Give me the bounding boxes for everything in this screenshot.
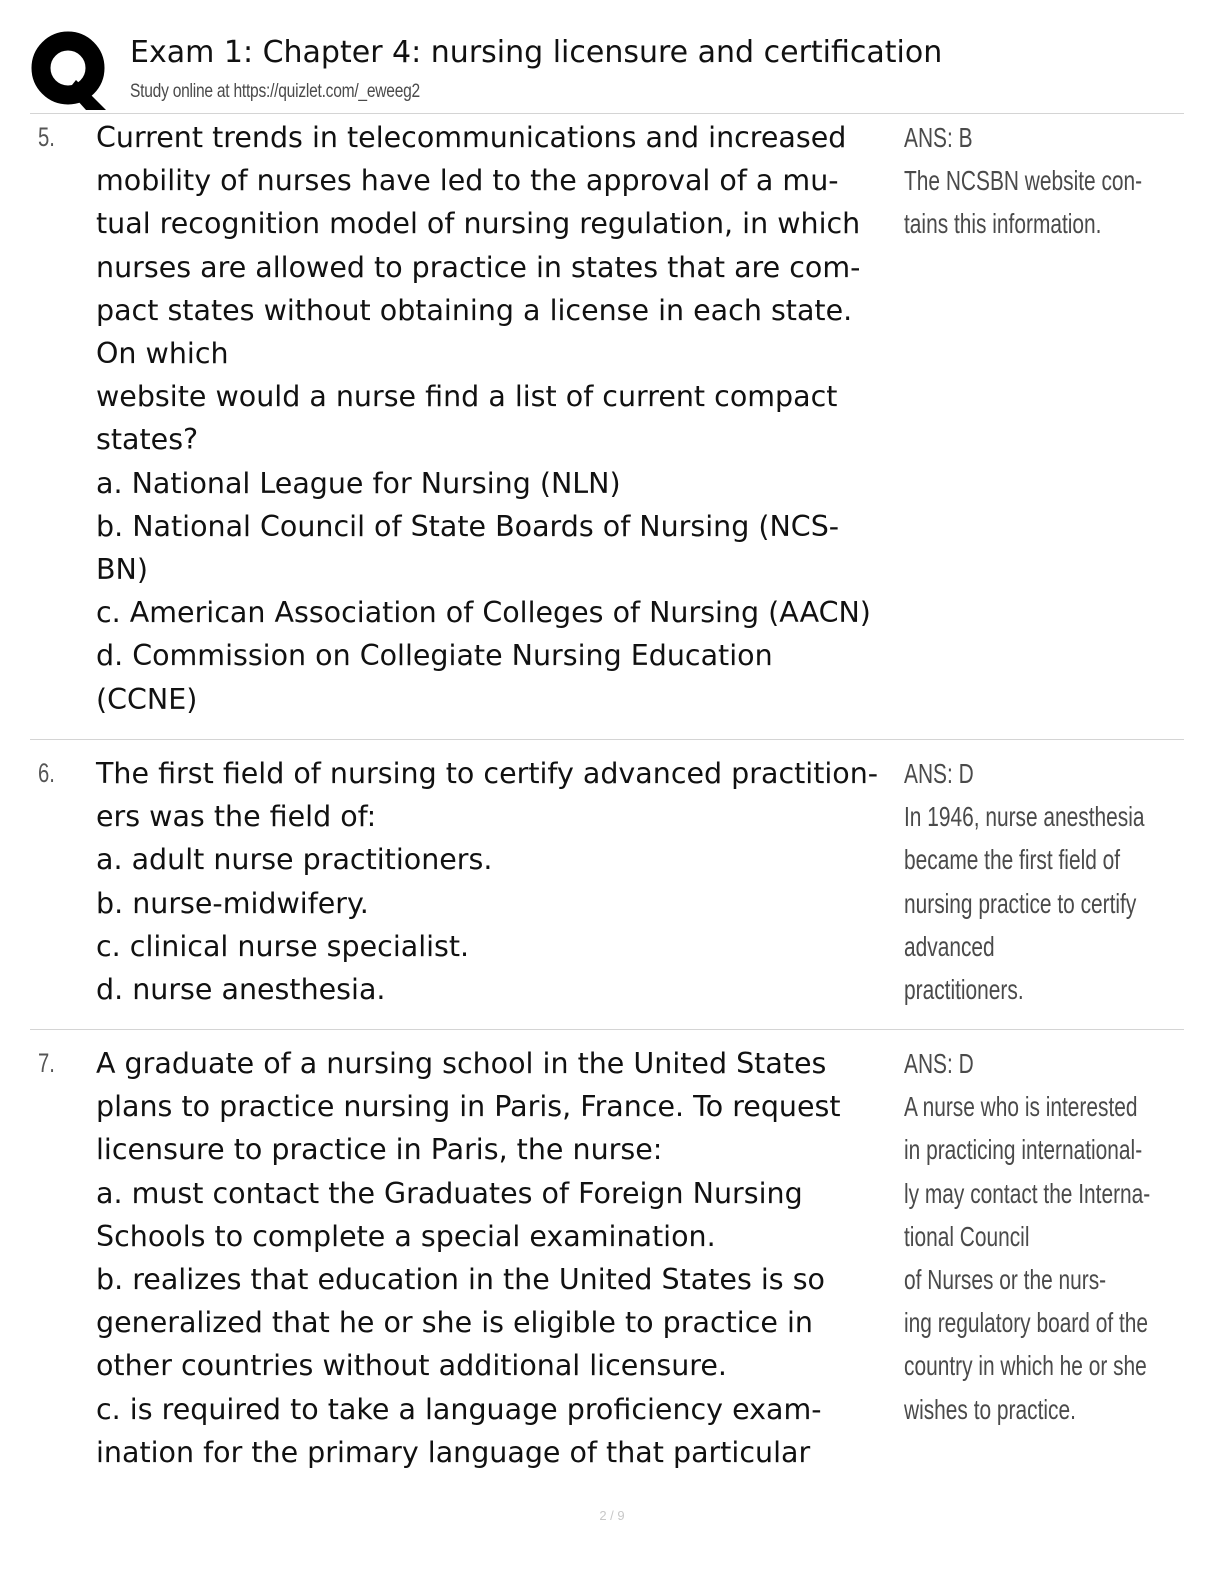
answer-line: practitioners.: [904, 974, 1024, 1006]
question-number: 7.: [38, 1048, 55, 1078]
option-b: b. nurse-midwifery.: [96, 886, 369, 920]
option-b: b. National Council of State Boards of Nursing (NCS-: [96, 509, 840, 543]
page-title: Exam 1: Chapter 4: nursing licensure and certification: [130, 35, 943, 70]
answer-line: The NCSBN website con-: [904, 165, 1143, 197]
page-number: 2 / 9: [599, 1508, 625, 1523]
answer-line: became the first field of: [904, 844, 1121, 876]
answer-line: nursing practice to certify: [904, 887, 1137, 919]
option-d-cont: (CCNE): [96, 682, 198, 716]
answer-line: tains this information.: [904, 208, 1102, 240]
question-line: pact states without obtaining a license in each state.: [96, 293, 853, 327]
option-a-cont: Schools to complete a special examination.: [96, 1219, 716, 1253]
question-number: 6.: [38, 758, 55, 788]
answer-line: A nurse who is interested: [904, 1091, 1138, 1123]
question-number: 5.: [38, 122, 55, 152]
option-a: a. must contact the Graduates of Foreign Nursing: [96, 1176, 803, 1210]
option-b-cont: BN): [96, 553, 148, 587]
answer-key: ANS: D: [904, 758, 974, 789]
option-d: d. nurse anesthesia.: [96, 973, 386, 1007]
answer-line: ly may contact the Interna-: [904, 1177, 1151, 1209]
question-divider: [30, 1029, 1184, 1030]
question-line: ers was the field of:: [96, 800, 377, 834]
option-b-cont: generalized that he or she is eligible to practice in: [96, 1306, 813, 1340]
option-c: c. is required to take a language proficiency exam-: [96, 1392, 822, 1426]
question-text: [96, 116, 901, 721]
option-b: b. realizes that education in the United States is so: [96, 1263, 825, 1297]
option-a: a. adult nurse practitioners.: [96, 843, 493, 877]
header-divider: [30, 113, 1184, 114]
question-line: A graduate of a nursing school in the United States: [96, 1047, 827, 1080]
option-c-cont: ination for the primary language of that particular: [96, 1435, 811, 1469]
answer-line: ing regulatory board of the: [904, 1307, 1148, 1339]
question-line: mobility of nurses have led to the approval of a mu-: [96, 164, 839, 198]
answer-line: wishes to practice.: [904, 1393, 1076, 1425]
question-line: plans to practice nursing in Paris, France. To request: [96, 1090, 841, 1124]
answer-key: ANS: B: [904, 122, 973, 153]
answer-line: of Nurses or the nurs-: [904, 1264, 1107, 1296]
answer-line: In 1946, nurse anesthesia: [904, 801, 1145, 833]
question-divider: [30, 739, 1184, 740]
question-text: [96, 752, 901, 1011]
question-line: states?: [96, 423, 199, 457]
answer-line: advanced: [904, 930, 995, 962]
study-online-link[interactable]: Study online at https://quizlet.com/_eweeg2: [130, 81, 420, 102]
option-c: c. clinical nurse specialist.: [96, 929, 470, 963]
answer-explanation: [904, 1042, 1155, 1431]
answer-line: tional Council: [904, 1220, 1030, 1252]
question-line: licensure to practice in Paris, the nurse:: [96, 1133, 663, 1167]
question-line: nurses are allowed to practice in states that are com-: [96, 250, 861, 284]
option-b-cont: other countries without additional licensure.: [96, 1349, 727, 1383]
answer-line: in practicing international-: [904, 1134, 1143, 1166]
option-c: c. American Association of Colleges of Nursing (AACN): [96, 596, 871, 630]
answer-line: country in which he or she: [904, 1350, 1147, 1382]
answer-explanation: [904, 116, 1155, 246]
option-a: a. National League for Nursing (NLN): [96, 466, 621, 500]
question-line: On which: [96, 337, 229, 371]
question-line: website would a nurse find a list of current compact: [96, 380, 838, 414]
option-d: d. Commission on Collegiate Nursing Education: [96, 639, 773, 673]
question-text: [96, 1042, 901, 1474]
question-line: Current trends in telecommunications and increased: [96, 121, 847, 154]
quizlet-q-icon: [30, 30, 110, 110]
answer-explanation: [904, 752, 1155, 1011]
answer-key: ANS: D: [904, 1048, 974, 1079]
question-line: The first field of nursing to certify advanced practition-: [96, 757, 879, 790]
question-line: tual recognition model of nursing regulation, in which: [96, 207, 861, 241]
